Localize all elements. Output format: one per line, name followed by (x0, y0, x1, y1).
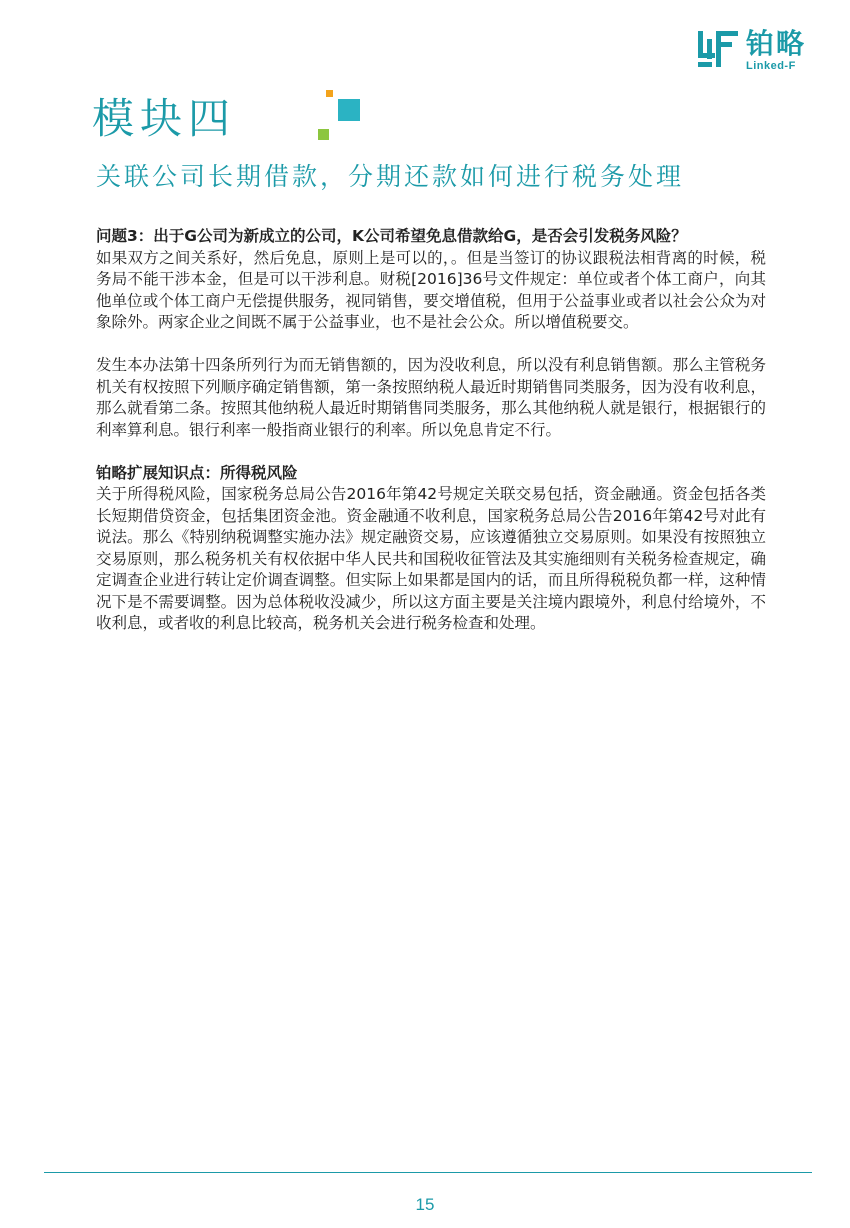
document-body (96, 226, 766, 635)
knowledge-point-heading: 铂略扩展知识点：所得税风险 (96, 463, 298, 482)
orange-square-icon (326, 90, 333, 97)
linked-f-logo-mark-icon (698, 31, 740, 71)
paragraph-spacer (96, 334, 766, 356)
page-number: 15 (415, 1195, 435, 1214)
logo-name-en: Linked-F (745, 60, 796, 72)
logo-name-cn: 铂略 (745, 27, 806, 60)
decorative-squares-icon (318, 90, 368, 142)
knowledge-point-paragraph: 关于所得税风险，国家税务总局公告2016年第42号规定关联交易包括，资金融通。资金包括各类长短期借贷资金，包括集团资金池。资金融通不收利息，国家税务总局公告2016年第42号对此有说法。那么《特别纳税调整实施办法》规定融资交易，应该遵循独立交易原则。如果没有按照独立交易原则，那么税务机关有权依据中华人民共和国税收征管法及其实施细则有关税务检查规定，确定调查企业进行转让定价调查调整。但实际上如果都是国内的话，而且所得税税负都一样，这种情况下是不需要调整。因为总体税收没减少，所以这方面主要是关注境内跟境外，利息付给境外，不收利息，或者收的利息比较高，税务机关会进行税务检查和处理。 (96, 485, 766, 632)
module-subtitle: 关联公司长期借款，分期还款如何进行税务处理 (96, 162, 685, 191)
teal-square-icon (338, 99, 360, 121)
brand-logo (698, 27, 806, 72)
paragraph-spacer (96, 441, 766, 463)
module-title: 模块四 (92, 94, 237, 143)
footer-divider (44, 1172, 812, 1173)
green-square-icon (318, 129, 329, 140)
question-heading: 问题3：出于G公司为新成立的公司，K公司希望免息借款给G，是否会引发税务风险？ (96, 227, 687, 245)
answer-paragraph-1: 如果双方之间关系好，然后免息，原则上是可以的，。但是当签订的协议跟税法相背离的时候，税务局不能干涉本金，但是可以干涉利息。财税[2016]36号文件规定：单位或者个体工商户，向其他单位或个体工商户无偿提供服务，视同销售，要交增值税，但用于公益事业或者以社会公众为对象除外。两家企业之间既不属于公益事业，也不是社会公众。所以增值税要交。 (96, 248, 766, 331)
answer-paragraph-2: 发生本办法第十四条所列行为而无销售额的，因为没收利息，所以没有利息销售额。那么主管税务机关有权按照下列顺序确定销售额，第一条按照纳税人最近时期销售同类服务，因为没有收利息，那么就看第二条。按照其他纳税人最近时期销售同类服务，那么其他纳税人就是银行，根据银行的利率算利息。银行利率一般指商业银行的利率。所以免息肯定不行。 (96, 356, 766, 439)
